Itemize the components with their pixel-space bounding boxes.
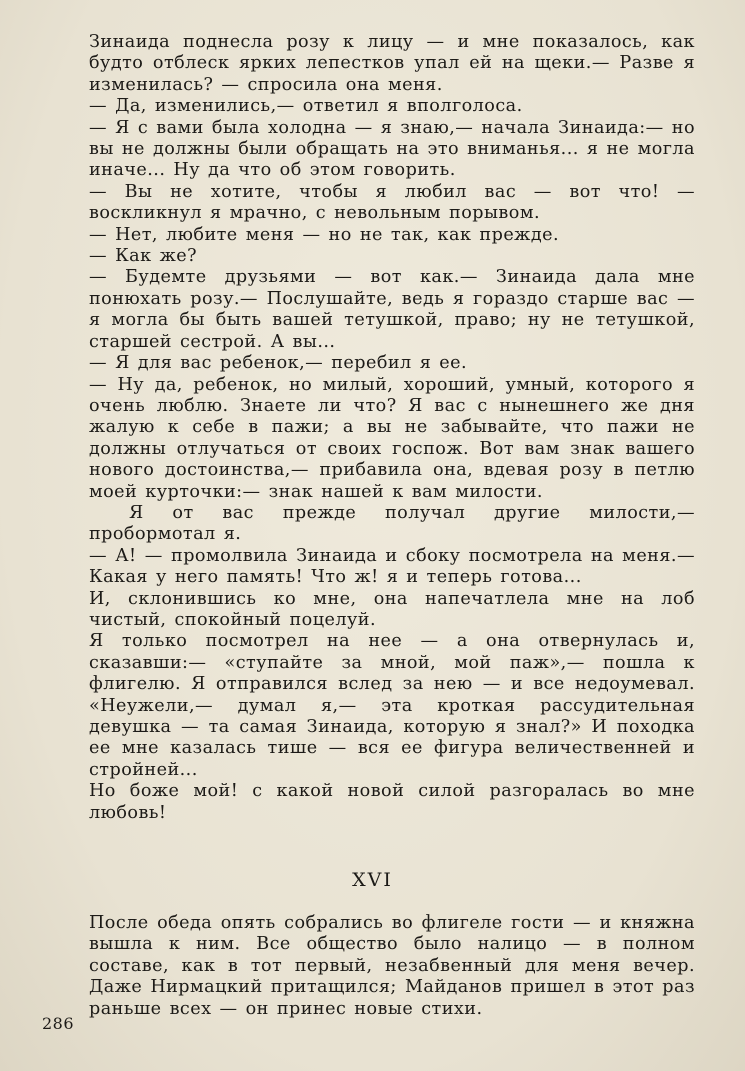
paragraph: — Ну да, ребенок, но милый, хороший, умный, которого я очень люблю. Знаете ли что? Я вас с нынешнего же дня жалую к себе в пажи; а вы не забывайте, что пажи не должны отлучаться от своих госпож. Вот вам знак вашего нового достоинства,— прибавила она, вдевая розу в петлю моей курточки:— знак нашей к вам милости. (89, 374, 695, 502)
paragraph: Но боже мой! с какой новой силой разгоралась во мне любовь! (89, 781, 695, 823)
chapter-heading: XVI (352, 869, 393, 891)
body-text (89, 32, 695, 824)
paragraph: — А! — промолвила Зинаида и сбоку посмотрела на меня.— Какая у него память! Что ж! я и теперь готова... (89, 545, 695, 588)
paragraph: И, склонившись ко мне, она напечатлела мне на лоб чистый, спокойный поцелуй. (89, 588, 695, 630)
paragraph: Я только посмотрел на нее — а она отвернулась и, сказавши:— «ступайте за мной, мой паж»,— пошла к флигелю. Я отправился вслед за нею — и все недоумевал. «Неужели,— думал я,— эта кроткая рассудительная девушка — та самая Зинаида, которую я знал?» И походка ее мне казалась тише — вся ее фигура величественней и стройней... (89, 631, 695, 780)
paragraph: — Я для вас ребенок,— перебил я ее. (89, 353, 468, 374)
paragraph: Зинаида поднесла розу к лицу — и мне показалось, как будто отблеск ярких лепестков упал ей на щеки.— Разве я изменилась? — спросила она меня. (89, 32, 695, 95)
paragraph: — Будемте друзьями — вот как.— Зинаида дала мне понюхать розу.— Послушайте, ведь я гораздо старше вас — я могла бы быть вашей тетушкой, право; ну не тетушкой, старшей сестрой. А вы... (89, 267, 695, 352)
page-number: 286 (42, 1014, 75, 1033)
paragraph: — Нет, любите меня — но не так, как прежде. (89, 224, 560, 245)
paragraph: — Я с вами была холодна — я знаю,— начала Зинаида:— но вы не должны были обращать на это вниманья... я не могла иначе... Ну да что об этом говорить. (89, 117, 695, 181)
chapter-text (89, 913, 695, 1020)
paragraph: — Да, изменились,— ответил я вполголоса. (89, 96, 523, 117)
paragraph: — Вы не хотите, чтобы я любил вас — вот что! — воскликнул я мрачно, с невольным порывом. (89, 181, 695, 224)
paragraph: Я от вас прежде получал другие милости,— пробормотал я. (89, 502, 695, 545)
paragraph: — Как же? (89, 246, 197, 267)
paragraph: После обеда опять собрались во флигеле гости — и княжна вышла к ним. Все общество было налицо — в полном составе, как в тот первый, незабвенный для меня вечер. Даже Нирмацкий притащился; Майданов пришел в этот раз раньше всех — он принес новые стихи. (89, 913, 695, 1019)
